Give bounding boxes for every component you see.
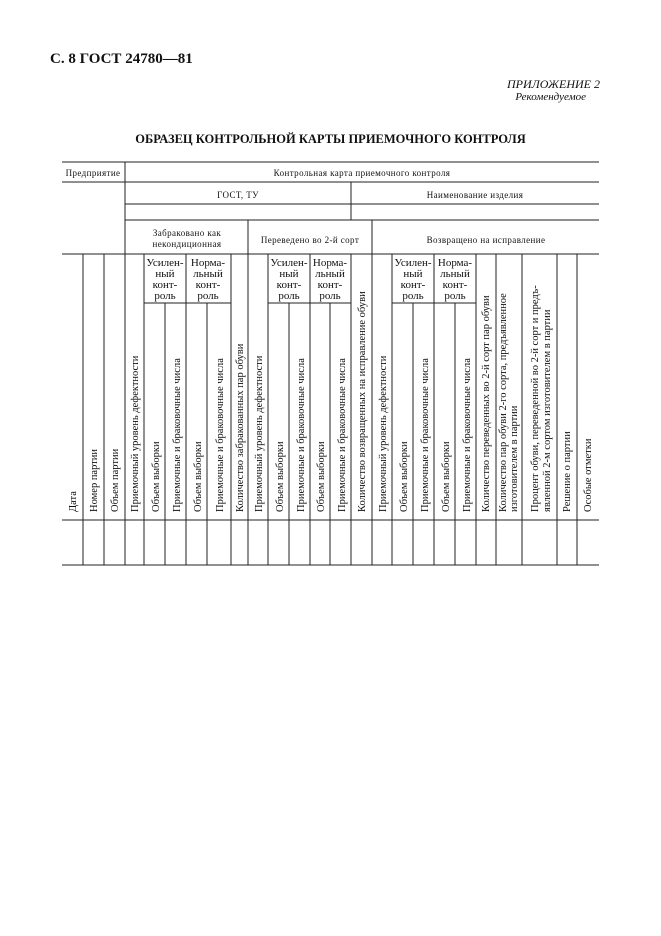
gost-label: ГОСТ, ТУ <box>217 190 259 200</box>
col-accrej-6: Приемочные и браковочные числа <box>462 358 473 512</box>
normal-line3: конт- <box>317 279 343 291</box>
control-group-3 <box>394 257 472 302</box>
col-lot-number: Номер партии <box>89 448 100 512</box>
col-second-grade-pairs: Количество переведенных во 2-й сорт пар обуви <box>481 295 492 512</box>
normal-line2: льный <box>440 268 470 280</box>
reinforced-line4: роль <box>154 290 176 302</box>
returned-label: Возвращено на исправление <box>426 235 546 245</box>
card-title-label: Контрольная карта приемочного контроля <box>273 168 451 178</box>
second-grade-label: Переведено во 2-й сорт <box>260 235 360 245</box>
col-sample-3: Объем выборки <box>275 441 286 512</box>
col-sample-1: Объем выборки <box>151 441 162 512</box>
rejected-label-line1: Забраковано как <box>152 228 222 238</box>
appendix-title: ПРИЛОЖЕНИЕ 2 <box>507 77 600 91</box>
normal-line3: конт- <box>195 279 221 291</box>
col-sample-2: Объем выборки <box>193 441 204 512</box>
col-accrej-1: Приемочные и браковочные числа <box>172 358 183 512</box>
document-title: ОБРАЗЕЦ КОНТРОЛЬНОЙ КАРТЫ ПРИЕМОЧНОГО КОНТРОЛЯ <box>135 132 526 146</box>
product-name-label: Наименование изделия <box>426 190 524 200</box>
col-sample-5: Объем выборки <box>399 441 410 512</box>
col-accrej-4: Приемочные и браковочные числа <box>337 358 348 512</box>
col-sample-6: Объем выборки <box>441 441 452 512</box>
appendix-note: Рекомендуемое <box>515 91 586 103</box>
reinforced-line1: Усилен- <box>394 257 432 269</box>
reinforced-line3: конт- <box>152 279 178 291</box>
rejected-label-line2: некондиционная <box>152 239 222 249</box>
control-group-2 <box>270 257 347 302</box>
normal-line2: льный <box>193 268 223 280</box>
normal-line4: роль <box>319 290 341 302</box>
col-rejected-pairs: Количество забракованных пар обуви <box>235 343 246 512</box>
col-returned-pairs: Количество возвращенных на исправление обуви <box>357 291 368 512</box>
col-decision: Решение о партии <box>562 431 573 512</box>
reinforced-line4: роль <box>402 290 424 302</box>
col-aql-3: Приемочный уровень дефектности <box>378 355 389 512</box>
col-percent-line1: Процент обуви, переведенной во 2-й сорт и предъ- <box>530 285 541 512</box>
normal-line1: Норма- <box>312 257 348 269</box>
col-sample-4: Объем выборки <box>316 441 327 512</box>
col-aql-1: Приемочный уровень дефектности <box>130 355 141 512</box>
col-accrej-2: Приемочные и браковочные числа <box>215 358 226 512</box>
col-second-grade-presented-line2: изготовителем в партии <box>509 405 520 512</box>
col-accrej-5: Приемочные и браковочные числа <box>420 358 431 512</box>
col-notes: Особые отметки <box>583 438 594 512</box>
col-second-grade-presented-line1: Количество пар обуви 2-го сорта, предъявленное <box>498 293 509 512</box>
col-aql-2: Приемочный уровень дефектности <box>254 355 265 512</box>
reinforced-line2: ный <box>279 268 299 280</box>
page-header: С. 8 ГОСТ 24780—81 <box>50 51 193 67</box>
reinforced-line4: роль <box>278 290 300 302</box>
normal-line4: роль <box>444 290 466 302</box>
col-accrej-3: Приемочные и браковочные числа <box>296 358 307 512</box>
col-percent-line2: явленной 2-м сортом изготовителем в партии <box>542 309 553 512</box>
reinforced-line1: Усилен- <box>146 257 184 269</box>
reinforced-line2: ный <box>155 268 175 280</box>
normal-line3: конт- <box>442 279 468 291</box>
normal-line1: Норма- <box>437 257 473 269</box>
col-date: Дата <box>68 491 79 512</box>
reinforced-line1: Усилен- <box>270 257 308 269</box>
normal-line1: Норма- <box>190 257 226 269</box>
reinforced-line2: ный <box>403 268 423 280</box>
reinforced-line3: конт- <box>400 279 426 291</box>
reinforced-line3: конт- <box>276 279 302 291</box>
normal-line2: льный <box>315 268 345 280</box>
col-lot-size: Объем партии <box>110 448 121 512</box>
enterprise-label: Предприятие <box>65 168 121 178</box>
normal-line4: роль <box>197 290 219 302</box>
